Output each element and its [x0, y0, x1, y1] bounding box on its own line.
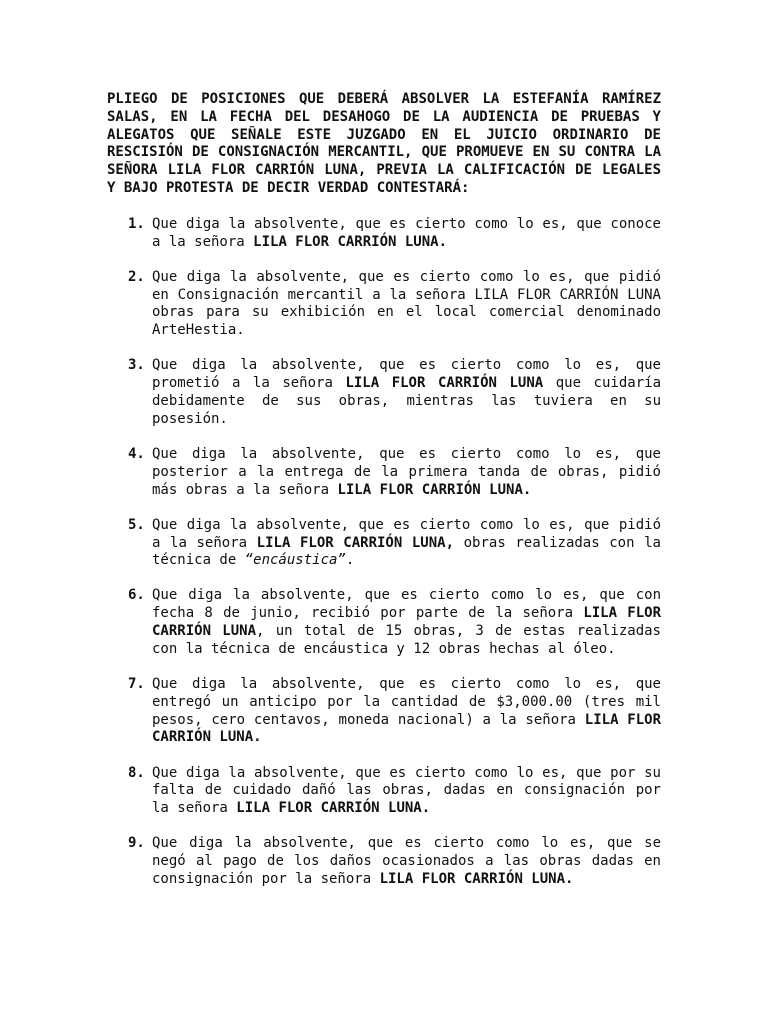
item-number: 4.	[128, 445, 145, 462]
list-item	[107, 269, 661, 340]
item-number: 3.	[128, 357, 145, 374]
item-text: Que diga la absolvente, que es cierto como lo es, que se negó al pago de los daños ocasionados a las obras dadas en consignación por la señora	[152, 835, 661, 888]
list-item	[107, 446, 661, 499]
item-text-end: .	[345, 552, 355, 569]
document-heading: PLIEGO DE POSICIONES QUE DEBERÁ ABSOLVER LA ESTEFANÍA RAMÍREZ SALAS, EN LA FECHA DEL DESAHOGO DE LA AUDIENCIA DE PRUEBAS Y ALEGATOS QUE SEÑALE ESTE JUZGADO EN EL JUICIO ORDINARIO DE RESCISIÓN DE CONSIGNACIÓN MERCANTIL, QUE PROMUEVE EN SU CONTRA LA SEÑORA LILA FLOR CARRIÓN LUNA, PREVIA LA CALIFICACIÓN DE LEGALES Y BAJO PROTESTA DE DECIR VERDAD CONTESTARÁ:	[107, 91, 661, 196]
document-page	[107, 91, 661, 906]
item-bold-name: LILA FLOR CARRIÓN LUNA	[152, 605, 662, 640]
item-bold-name: LILA FLOR CARRIÓN LUNA.	[236, 800, 431, 817]
item-number: 7.	[128, 676, 145, 693]
list-item	[107, 517, 661, 570]
item-text: Que diga la absolvente, que es cierto como lo es, que prometió a la señora	[152, 357, 661, 392]
item-text-cont: , un total de 15 obras, 3 de estas realizadas con la técnica de encáustica y 12 obras hechas al óleo.	[152, 623, 661, 657]
list-item	[107, 765, 661, 818]
list-item	[107, 835, 661, 888]
list-item	[107, 216, 661, 252]
item-text: Que diga la absolvente, que es cierto como lo es, que pidió a la señora	[152, 516, 661, 551]
item-text: Que diga la absolvente, que es cierto como lo es, que posterior a la entrega de la primera tanda de obras, pidió más obras a la señora	[152, 445, 661, 498]
item-bold-name: LILA FLOR CARRIÓN LUNA.	[152, 711, 662, 746]
item-number: 1.	[128, 215, 145, 232]
item-text: Que diga la absolvente, que es cierto como lo es, que pidió en Consignación mercantil a la señora LILA FLOR CARRIÓN LUNA obras para su exhibición en el local comercial denominado ArteHestia.	[152, 268, 661, 339]
list-item	[107, 676, 661, 747]
item-bold-name: LILA FLOR CARRIÓN LUNA,	[256, 534, 455, 551]
item-number: 5.	[128, 516, 145, 533]
list-item	[107, 357, 661, 428]
item-bold-name: LILA FLOR CARRIÓN LUNA	[345, 375, 544, 392]
item-text-cont: que cuidaría debidamente de sus obras, mientras las tuviera en su posesión.	[152, 375, 661, 427]
item-number: 6.	[128, 587, 145, 604]
positions-list	[107, 216, 661, 889]
item-number: 8.	[128, 764, 145, 781]
list-item	[107, 587, 661, 658]
item-text-cont: obras realizadas con la técnica de	[152, 534, 661, 569]
item-text: Que diga la absolvente, que es cierto como lo es, que entregó un anticipo por la cantidad de $3,000.00 (tres mil pesos, cero centavos, moneda nacional) a la señora	[152, 676, 661, 728]
item-number: 9.	[128, 835, 145, 852]
item-text: Que diga la absolvente, que es cierto como lo es, que conoce a la señora	[152, 215, 661, 250]
item-bold-name: LILA FLOR CARRIÓN LUNA.	[253, 233, 448, 250]
item-number: 2.	[128, 268, 145, 285]
item-text: Que diga la absolvente, que es cierto como lo es, que con fecha 8 de junio, recibió por parte de la señora	[152, 587, 661, 622]
item-bold-name: LILA FLOR CARRIÓN LUNA.	[379, 871, 574, 888]
item-bold-name: LILA FLOR CARRIÓN LUNA.	[337, 481, 532, 498]
item-text: Que diga la absolvente, que es cierto como lo es, que por su falta de cuidado dañó las obras, dadas en consignación por la señora	[152, 764, 661, 817]
item-italic-term: “encáustica”	[244, 552, 346, 569]
